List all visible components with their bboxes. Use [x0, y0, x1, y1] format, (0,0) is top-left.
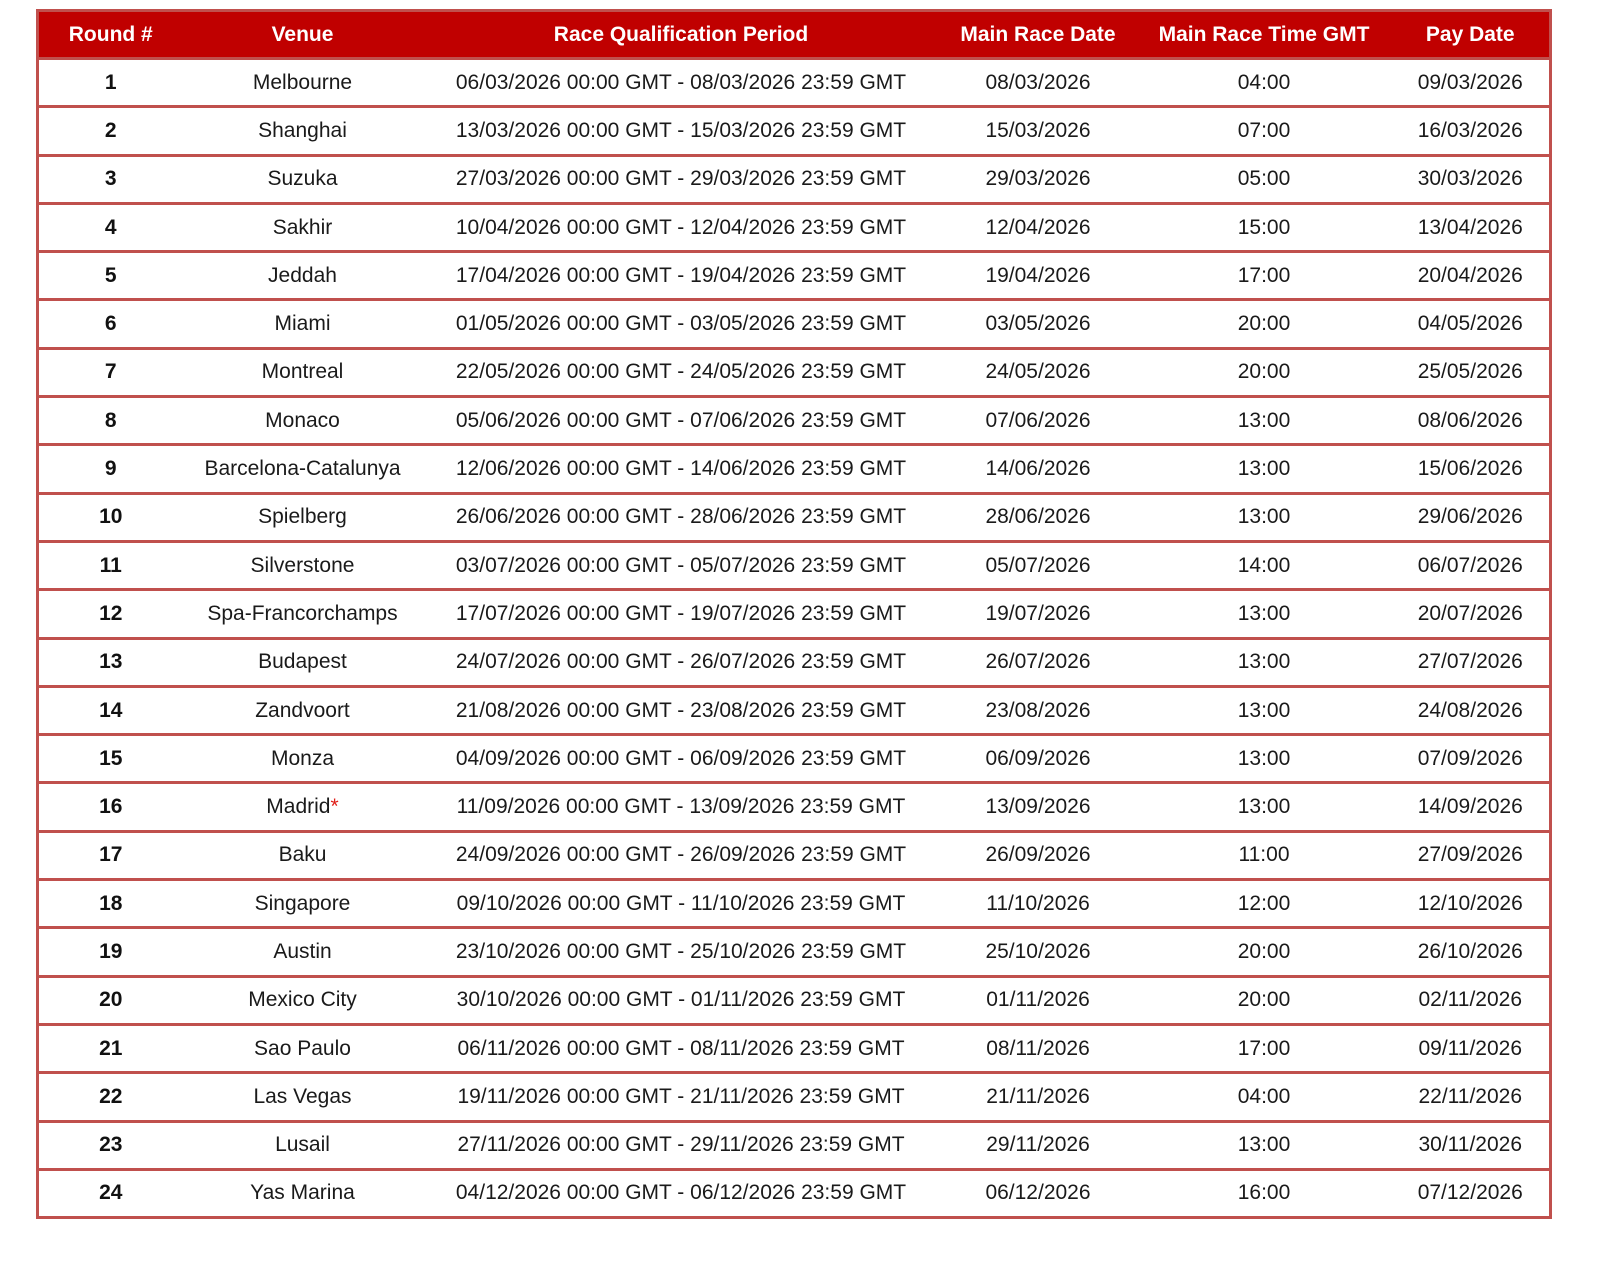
qualification-period-cell: 04/09/2026 00:00 GMT - 06/09/2026 23:59 GMT: [423, 735, 940, 783]
race-date-cell: 19/04/2026: [940, 252, 1137, 300]
venue-cell: [183, 252, 423, 300]
qualification-period-cell: 23/10/2026 00:00 GMT - 25/10/2026 23:59 GMT: [423, 928, 940, 976]
race-time-cell: 16:00: [1137, 1169, 1392, 1217]
qualification-period-cell: 11/09/2026 00:00 GMT - 13/09/2026 23:59 GMT: [423, 783, 940, 831]
race-time-cell: 20:00: [1137, 928, 1392, 976]
qualification-period-cell: 03/07/2026 00:00 GMT - 05/07/2026 23:59 GMT: [423, 541, 940, 589]
venue-name: Madrid: [266, 795, 331, 819]
header-qualification-period: Race Qualification Period: [423, 11, 940, 59]
venue-cell: [183, 59, 423, 107]
race-time-cell: 13:00: [1137, 397, 1392, 445]
round-cell: 13: [38, 638, 183, 686]
venue-cell: [183, 203, 423, 251]
venue-cell: [183, 880, 423, 928]
header-pay-date: Pay Date: [1392, 11, 1551, 59]
pay-date-cell: 09/03/2026: [1392, 59, 1551, 107]
venue-cell: [183, 783, 423, 831]
table-row: [38, 348, 1551, 396]
race-time-cell: 17:00: [1137, 1024, 1392, 1072]
pay-date-cell: 25/05/2026: [1392, 348, 1551, 396]
race-time-cell: 13:00: [1137, 1121, 1392, 1169]
table-row: [38, 493, 1551, 541]
race-date-cell: 26/09/2026: [940, 831, 1137, 879]
pay-date-cell: 14/09/2026: [1392, 783, 1551, 831]
venue-name: Singapore: [254, 891, 351, 915]
race-date-cell: 08/11/2026: [940, 1024, 1137, 1072]
qualification-period-cell: 30/10/2026 00:00 GMT - 01/11/2026 23:59 GMT: [423, 976, 940, 1024]
race-date-cell: 11/10/2026: [940, 880, 1137, 928]
table-row: [38, 252, 1551, 300]
qualification-period-cell: 27/03/2026 00:00 GMT - 29/03/2026 23:59 GMT: [423, 155, 940, 203]
pay-date-cell: 08/06/2026: [1392, 397, 1551, 445]
race-time-cell: 13:00: [1137, 686, 1392, 734]
venue-cell: [183, 1073, 423, 1121]
race-date-cell: 06/12/2026: [940, 1169, 1137, 1217]
pay-date-cell: 16/03/2026: [1392, 107, 1551, 155]
venue-cell: [183, 155, 423, 203]
race-time-cell: 11:00: [1137, 831, 1392, 879]
race-time-cell: 14:00: [1137, 541, 1392, 589]
venue-name: Jeddah: [268, 263, 337, 287]
race-date-cell: 23/08/2026: [940, 686, 1137, 734]
venue-cell: [183, 976, 423, 1024]
venue-cell: [183, 1024, 423, 1072]
round-cell: 21: [38, 1024, 183, 1072]
race-date-cell: 24/05/2026: [940, 348, 1137, 396]
venue-name: Suzuka: [267, 167, 338, 191]
round-cell: 3: [38, 155, 183, 203]
round-cell: 15: [38, 735, 183, 783]
pay-date-cell: 20/07/2026: [1392, 590, 1551, 638]
race-date-cell: 07/06/2026: [940, 397, 1137, 445]
table-body: [38, 59, 1551, 1218]
pay-date-cell: 26/10/2026: [1392, 928, 1551, 976]
pay-date-cell: 07/09/2026: [1392, 735, 1551, 783]
header-round: Round #: [38, 11, 183, 59]
race-date-cell: 12/04/2026: [940, 203, 1137, 251]
venue-cell: [183, 1169, 423, 1217]
venue-cell: [183, 638, 423, 686]
race-date-cell: 06/09/2026: [940, 735, 1137, 783]
venue-cell: [183, 686, 423, 734]
pay-date-cell: 27/07/2026: [1392, 638, 1551, 686]
race-time-cell: 12:00: [1137, 880, 1392, 928]
pay-date-cell: 30/03/2026: [1392, 155, 1551, 203]
venue-name: Budapest: [258, 650, 347, 674]
race-schedule-table: [36, 9, 1552, 1219]
pay-date-cell: 29/06/2026: [1392, 493, 1551, 541]
venue-cell: [183, 348, 423, 396]
table-row: [38, 107, 1551, 155]
qualification-period-cell: 21/08/2026 00:00 GMT - 23/08/2026 23:59 GMT: [423, 686, 940, 734]
table-row: [38, 1024, 1551, 1072]
venue-cell: [183, 493, 423, 541]
pay-date-cell: 07/12/2026: [1392, 1169, 1551, 1217]
table-row: [38, 1169, 1551, 1217]
table-header: [38, 11, 1551, 59]
pay-date-cell: 20/04/2026: [1392, 252, 1551, 300]
venue-cell: [183, 445, 423, 493]
qualification-period-cell: 06/11/2026 00:00 GMT - 08/11/2026 23:59 GMT: [423, 1024, 940, 1072]
round-cell: 1: [38, 59, 183, 107]
race-date-cell: 15/03/2026: [940, 107, 1137, 155]
venue-cell: [183, 590, 423, 638]
pay-date-cell: 22/11/2026: [1392, 1073, 1551, 1121]
venue-cell: [183, 1121, 423, 1169]
round-cell: 2: [38, 107, 183, 155]
venue-name: Las Vegas: [253, 1084, 352, 1108]
table-row: [38, 59, 1551, 107]
race-date-cell: 13/09/2026: [940, 783, 1137, 831]
venue-name: Melbourne: [252, 70, 353, 94]
pay-date-cell: 09/11/2026: [1392, 1024, 1551, 1072]
round-cell: 22: [38, 1073, 183, 1121]
pay-date-cell: 27/09/2026: [1392, 831, 1551, 879]
race-date-cell: 05/07/2026: [940, 541, 1137, 589]
venue-cell: [183, 107, 423, 155]
race-time-cell: 07:00: [1137, 107, 1392, 155]
venue-name: Mexico City: [248, 988, 357, 1012]
round-cell: 9: [38, 445, 183, 493]
venue-name: Miami: [274, 312, 331, 336]
round-cell: 11: [38, 541, 183, 589]
venue-name: Shanghai: [258, 118, 347, 142]
header-row: [38, 11, 1551, 59]
qualification-period-cell: 05/06/2026 00:00 GMT - 07/06/2026 23:59 GMT: [423, 397, 940, 445]
round-cell: 19: [38, 928, 183, 976]
qualification-period-cell: 13/03/2026 00:00 GMT - 15/03/2026 23:59 GMT: [423, 107, 940, 155]
race-time-cell: 20:00: [1137, 348, 1392, 396]
table-row: [38, 541, 1551, 589]
table-row: [38, 783, 1551, 831]
table-row: [38, 300, 1551, 348]
race-time-cell: 13:00: [1137, 493, 1392, 541]
race-time-cell: 13:00: [1137, 735, 1392, 783]
header-main-race-time: Main Race Time GMT: [1137, 11, 1392, 59]
qualification-period-cell: 19/11/2026 00:00 GMT - 21/11/2026 23:59 GMT: [423, 1073, 940, 1121]
qualification-period-cell: 09/10/2026 00:00 GMT - 11/10/2026 23:59 GMT: [423, 880, 940, 928]
round-cell: 7: [38, 348, 183, 396]
race-time-cell: 05:00: [1137, 155, 1392, 203]
qualification-period-cell: 06/03/2026 00:00 GMT - 08/03/2026 23:59 GMT: [423, 59, 940, 107]
round-cell: 4: [38, 203, 183, 251]
venue-name: Zandvoort: [255, 698, 350, 722]
round-cell: 12: [38, 590, 183, 638]
qualification-period-cell: 04/12/2026 00:00 GMT - 06/12/2026 23:59 GMT: [423, 1169, 940, 1217]
venue-name: Spielberg: [258, 505, 347, 529]
table-row: [38, 445, 1551, 493]
venue-cell: [183, 300, 423, 348]
qualification-period-cell: 26/06/2026 00:00 GMT - 28/06/2026 23:59 GMT: [423, 493, 940, 541]
venue-name: Sao Paulo: [254, 1036, 351, 1060]
race-date-cell: 01/11/2026: [940, 976, 1137, 1024]
race-date-cell: 28/06/2026: [940, 493, 1137, 541]
venue-cell: [183, 831, 423, 879]
round-cell: 14: [38, 686, 183, 734]
venue-name: Baku: [278, 843, 327, 867]
race-date-cell: 08/03/2026: [940, 59, 1137, 107]
round-cell: 16: [38, 783, 183, 831]
round-cell: 24: [38, 1169, 183, 1217]
table-row: [38, 976, 1551, 1024]
venue-footnote-asterisk: *: [330, 795, 339, 819]
venue-name: Monaco: [265, 408, 340, 432]
pay-date-cell: 02/11/2026: [1392, 976, 1551, 1024]
race-time-cell: 20:00: [1137, 300, 1392, 348]
round-cell: 5: [38, 252, 183, 300]
race-time-cell: 13:00: [1137, 445, 1392, 493]
table-row: [38, 203, 1551, 251]
venue-cell: [183, 541, 423, 589]
qualification-period-cell: 22/05/2026 00:00 GMT - 24/05/2026 23:59 GMT: [423, 348, 940, 396]
race-time-cell: 13:00: [1137, 638, 1392, 686]
round-cell: 18: [38, 880, 183, 928]
table-row: [38, 1121, 1551, 1169]
header-main-race-date: Main Race Date: [940, 11, 1137, 59]
race-date-cell: 19/07/2026: [940, 590, 1137, 638]
race-date-cell: 26/07/2026: [940, 638, 1137, 686]
round-cell: 6: [38, 300, 183, 348]
table-row: [38, 638, 1551, 686]
pay-date-cell: 30/11/2026: [1392, 1121, 1551, 1169]
race-time-cell: 15:00: [1137, 203, 1392, 251]
venue-name: Monza: [270, 746, 335, 770]
table-row: [38, 831, 1551, 879]
venue-name: Yas Marina: [250, 1181, 355, 1205]
venue-name: Silverstone: [250, 553, 355, 577]
race-date-cell: 21/11/2026: [940, 1073, 1137, 1121]
venue-cell: [183, 397, 423, 445]
table-row: [38, 686, 1551, 734]
qualification-period-cell: 24/07/2026 00:00 GMT - 26/07/2026 23:59 GMT: [423, 638, 940, 686]
qualification-period-cell: 17/04/2026 00:00 GMT - 19/04/2026 23:59 GMT: [423, 252, 940, 300]
race-time-cell: 17:00: [1137, 252, 1392, 300]
pay-date-cell: 13/04/2026: [1392, 203, 1551, 251]
pay-date-cell: 04/05/2026: [1392, 300, 1551, 348]
venue-cell: [183, 735, 423, 783]
qualification-period-cell: 01/05/2026 00:00 GMT - 03/05/2026 23:59 GMT: [423, 300, 940, 348]
race-date-cell: 25/10/2026: [940, 928, 1137, 976]
table-row: [38, 735, 1551, 783]
venue-name: Spa-Francorchamps: [207, 601, 398, 625]
race-date-cell: 29/11/2026: [940, 1121, 1137, 1169]
race-time-cell: 13:00: [1137, 783, 1392, 831]
race-date-cell: 29/03/2026: [940, 155, 1137, 203]
round-cell: 10: [38, 493, 183, 541]
pay-date-cell: 12/10/2026: [1392, 880, 1551, 928]
qualification-period-cell: 27/11/2026 00:00 GMT - 29/11/2026 23:59 GMT: [423, 1121, 940, 1169]
venue-name: Austin: [273, 939, 332, 963]
venue-name: Lusail: [275, 1133, 330, 1157]
pay-date-cell: 06/07/2026: [1392, 541, 1551, 589]
qualification-period-cell: 12/06/2026 00:00 GMT - 14/06/2026 23:59 GMT: [423, 445, 940, 493]
pay-date-cell: 24/08/2026: [1392, 686, 1551, 734]
venue-name: Montreal: [261, 360, 344, 384]
round-cell: 8: [38, 397, 183, 445]
round-cell: 20: [38, 976, 183, 1024]
header-venue: Venue: [183, 11, 423, 59]
round-cell: 23: [38, 1121, 183, 1169]
qualification-period-cell: 17/07/2026 00:00 GMT - 19/07/2026 23:59 GMT: [423, 590, 940, 638]
venue-cell: [183, 928, 423, 976]
venue-name: Barcelona-Catalunya: [204, 457, 401, 481]
table-row: [38, 1073, 1551, 1121]
table-row: [38, 590, 1551, 638]
qualification-period-cell: 24/09/2026 00:00 GMT - 26/09/2026 23:59 GMT: [423, 831, 940, 879]
venue-name: Sakhir: [272, 215, 333, 239]
table-row: [38, 397, 1551, 445]
table-row: [38, 928, 1551, 976]
table-row: [38, 155, 1551, 203]
race-date-cell: 14/06/2026: [940, 445, 1137, 493]
race-date-cell: 03/05/2026: [940, 300, 1137, 348]
race-time-cell: 04:00: [1137, 1073, 1392, 1121]
race-time-cell: 20:00: [1137, 976, 1392, 1024]
qualification-period-cell: 10/04/2026 00:00 GMT - 12/04/2026 23:59 GMT: [423, 203, 940, 251]
round-cell: 17: [38, 831, 183, 879]
table-row: [38, 880, 1551, 928]
pay-date-cell: 15/06/2026: [1392, 445, 1551, 493]
race-time-cell: 13:00: [1137, 590, 1392, 638]
race-time-cell: 04:00: [1137, 59, 1392, 107]
